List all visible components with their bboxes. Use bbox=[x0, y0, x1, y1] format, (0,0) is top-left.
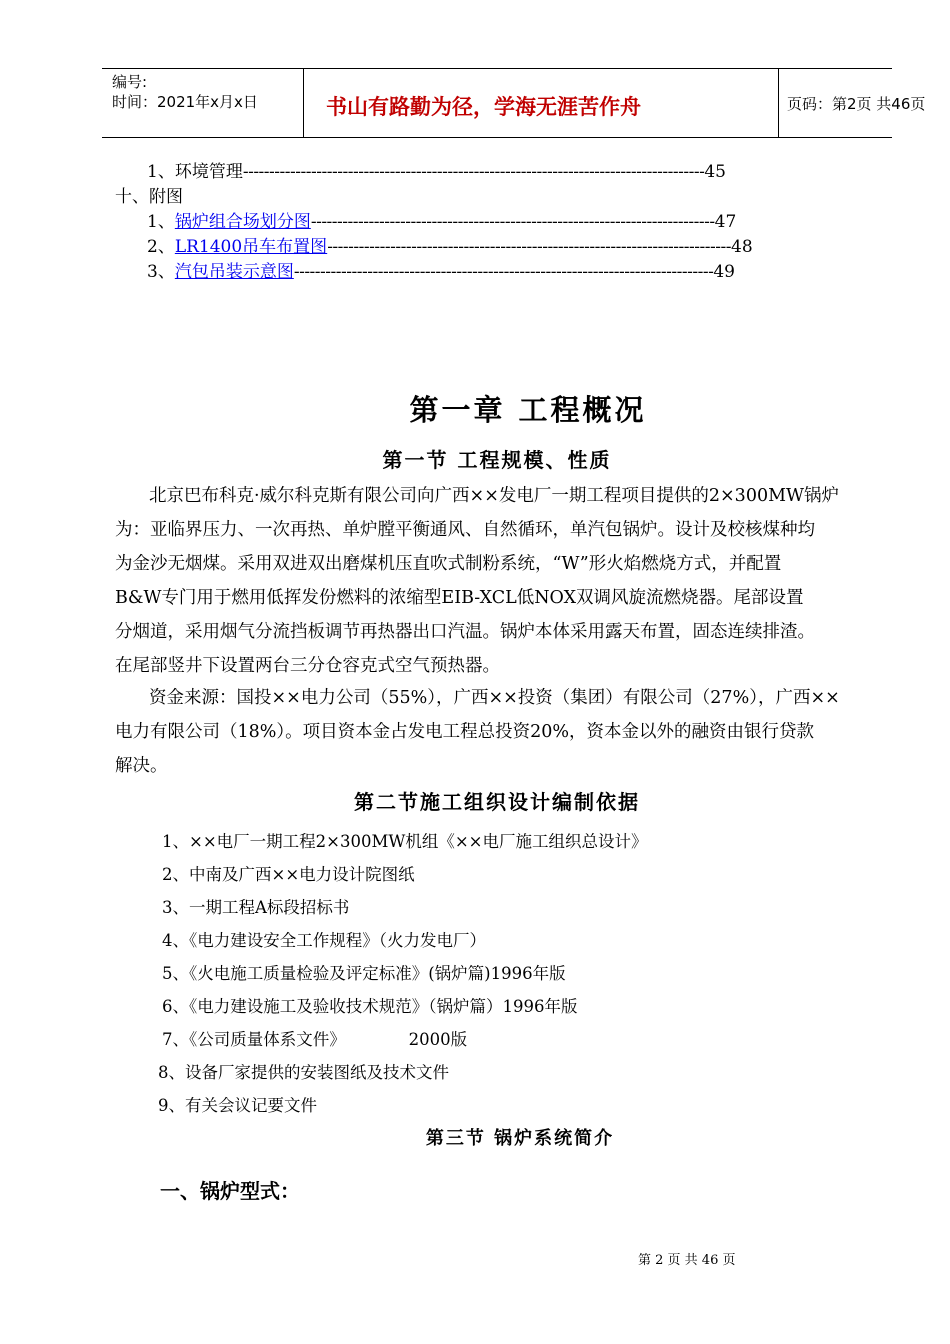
header-page-cell bbox=[779, 69, 926, 137]
section3-title: 第三节 锅炉系统简介 bbox=[425, 1128, 615, 1149]
basis-item: 8、设备厂家提供的安装图纸及技术文件 bbox=[158, 1063, 449, 1082]
section1-line: 分烟道，采用烟气分流挡板调节再热器出口汽温。锅炉本体采用露天布置，固态连续排渣。 bbox=[115, 622, 815, 642]
funding-line: 电力有限公司（18%）。项目资本金占发电工程总投资20%，资本金以外的融资由银行贷款 bbox=[115, 722, 815, 742]
number-label: 编号: bbox=[112, 73, 148, 91]
toc-link-fig2[interactable]: LR1400吊车布置图 bbox=[174, 237, 328, 257]
section1-line: B&W专门用于燃用低挥发份燃料的浓缩型EIB-XCL低NOX双调风旋流燃烧器。尾部设置 bbox=[115, 588, 804, 608]
header-info-cell bbox=[102, 69, 304, 137]
basis-item: 1、××电厂一期工程2×300MW机组《××电厂施工组织总设计》 bbox=[162, 832, 648, 851]
toc-item-fig2: 2、LR1400吊车布置图-----------------------------------------------------------------------------48 bbox=[147, 237, 753, 257]
toc-page: 47 bbox=[714, 212, 737, 232]
toc-link-fig3[interactable]: 汽包吊装示意图 bbox=[174, 262, 294, 282]
funding-line: 解决。 bbox=[115, 756, 168, 776]
header-motto-cell bbox=[304, 69, 779, 137]
page-label: 页码：第2页 共46页 bbox=[787, 95, 926, 113]
toc-prefix: 2、 bbox=[147, 237, 175, 257]
basis-item: 7、《公司质量体系文件》 2000版 bbox=[162, 1030, 468, 1049]
toc-label: 1、环境管理 bbox=[147, 162, 243, 182]
basis-item: 9、有关会议记要文件 bbox=[158, 1096, 317, 1115]
basis-item: 3、一期工程A标段招标书 bbox=[162, 898, 350, 917]
toc-page: 49 bbox=[713, 262, 735, 282]
time-label: 时间：2021年x月x日 bbox=[112, 93, 258, 111]
basis-item: 2、中南及广西××电力设计院图纸 bbox=[162, 865, 415, 884]
section1-title: 第一节 工程规模、性质 bbox=[382, 448, 612, 472]
toc-prefix: 1、 bbox=[147, 212, 175, 232]
page-header bbox=[102, 68, 926, 138]
toc-label: 十、附图 bbox=[115, 187, 183, 207]
toc-prefix: 3、 bbox=[147, 262, 175, 282]
basis-item: 6、《电力建设施工及验收技术规范》（锅炉篇）1996年版 bbox=[162, 997, 578, 1016]
section1-line: 在尾部竖井下设置两台三分仓容克式空气预热器。 bbox=[115, 656, 500, 676]
page-footer: 第 2 页 共 46 页 bbox=[638, 1253, 736, 1268]
section3-subheading: 一、锅炉型式： bbox=[160, 1179, 300, 1203]
toc-page: 48 bbox=[731, 237, 753, 257]
section1-line: 为金沙无烟煤。采用双进双出磨煤机压直吹式制粉系统，“W”形火焰燃烧方式，并配置 bbox=[115, 554, 782, 574]
toc-item-fig3: 3、汽包吊装示意图--------------------------------------------------------------------------------49 bbox=[147, 262, 735, 282]
funding-line: 资金来源：国投××电力公司（55%），广西××投资（集团）有限公司（27%），广西×× bbox=[149, 688, 840, 708]
toc-item-env: 1、环境管理----------------------------------------------------------------------------------------45 bbox=[147, 162, 726, 182]
basis-item: 4、《电力建设安全工作规程》（火力发电厂） bbox=[162, 931, 486, 950]
section1-line: 为：亚临界压力、一次再热、单炉膛平衡通风、自然循环，单汽包锅炉。设计及校核煤种均 bbox=[115, 520, 815, 540]
motto-text: 书山有路勤为径，学海无涯苦作舟 bbox=[326, 95, 641, 119]
toc-item-fig1: 1、锅炉组合场划分图-----------------------------------------------------------------------------47 bbox=[147, 212, 737, 232]
section2-title: 第二节施工组织设计编制依据 bbox=[354, 790, 640, 814]
toc-page: 45 bbox=[704, 162, 726, 182]
chapter-title: 第一章 工程概况 bbox=[409, 393, 647, 427]
toc-heading-figures bbox=[115, 185, 183, 209]
toc-link-fig1[interactable]: 锅炉组合场划分图 bbox=[174, 212, 311, 232]
section1-line: 北京巴布科克·威尔科克斯有限公司向广西××发电厂一期工程项目提供的2×300MW锅炉 bbox=[149, 486, 839, 506]
basis-item: 5、《火电施工质量检验及评定标准》(锅炉篇)1996年版 bbox=[162, 964, 566, 983]
